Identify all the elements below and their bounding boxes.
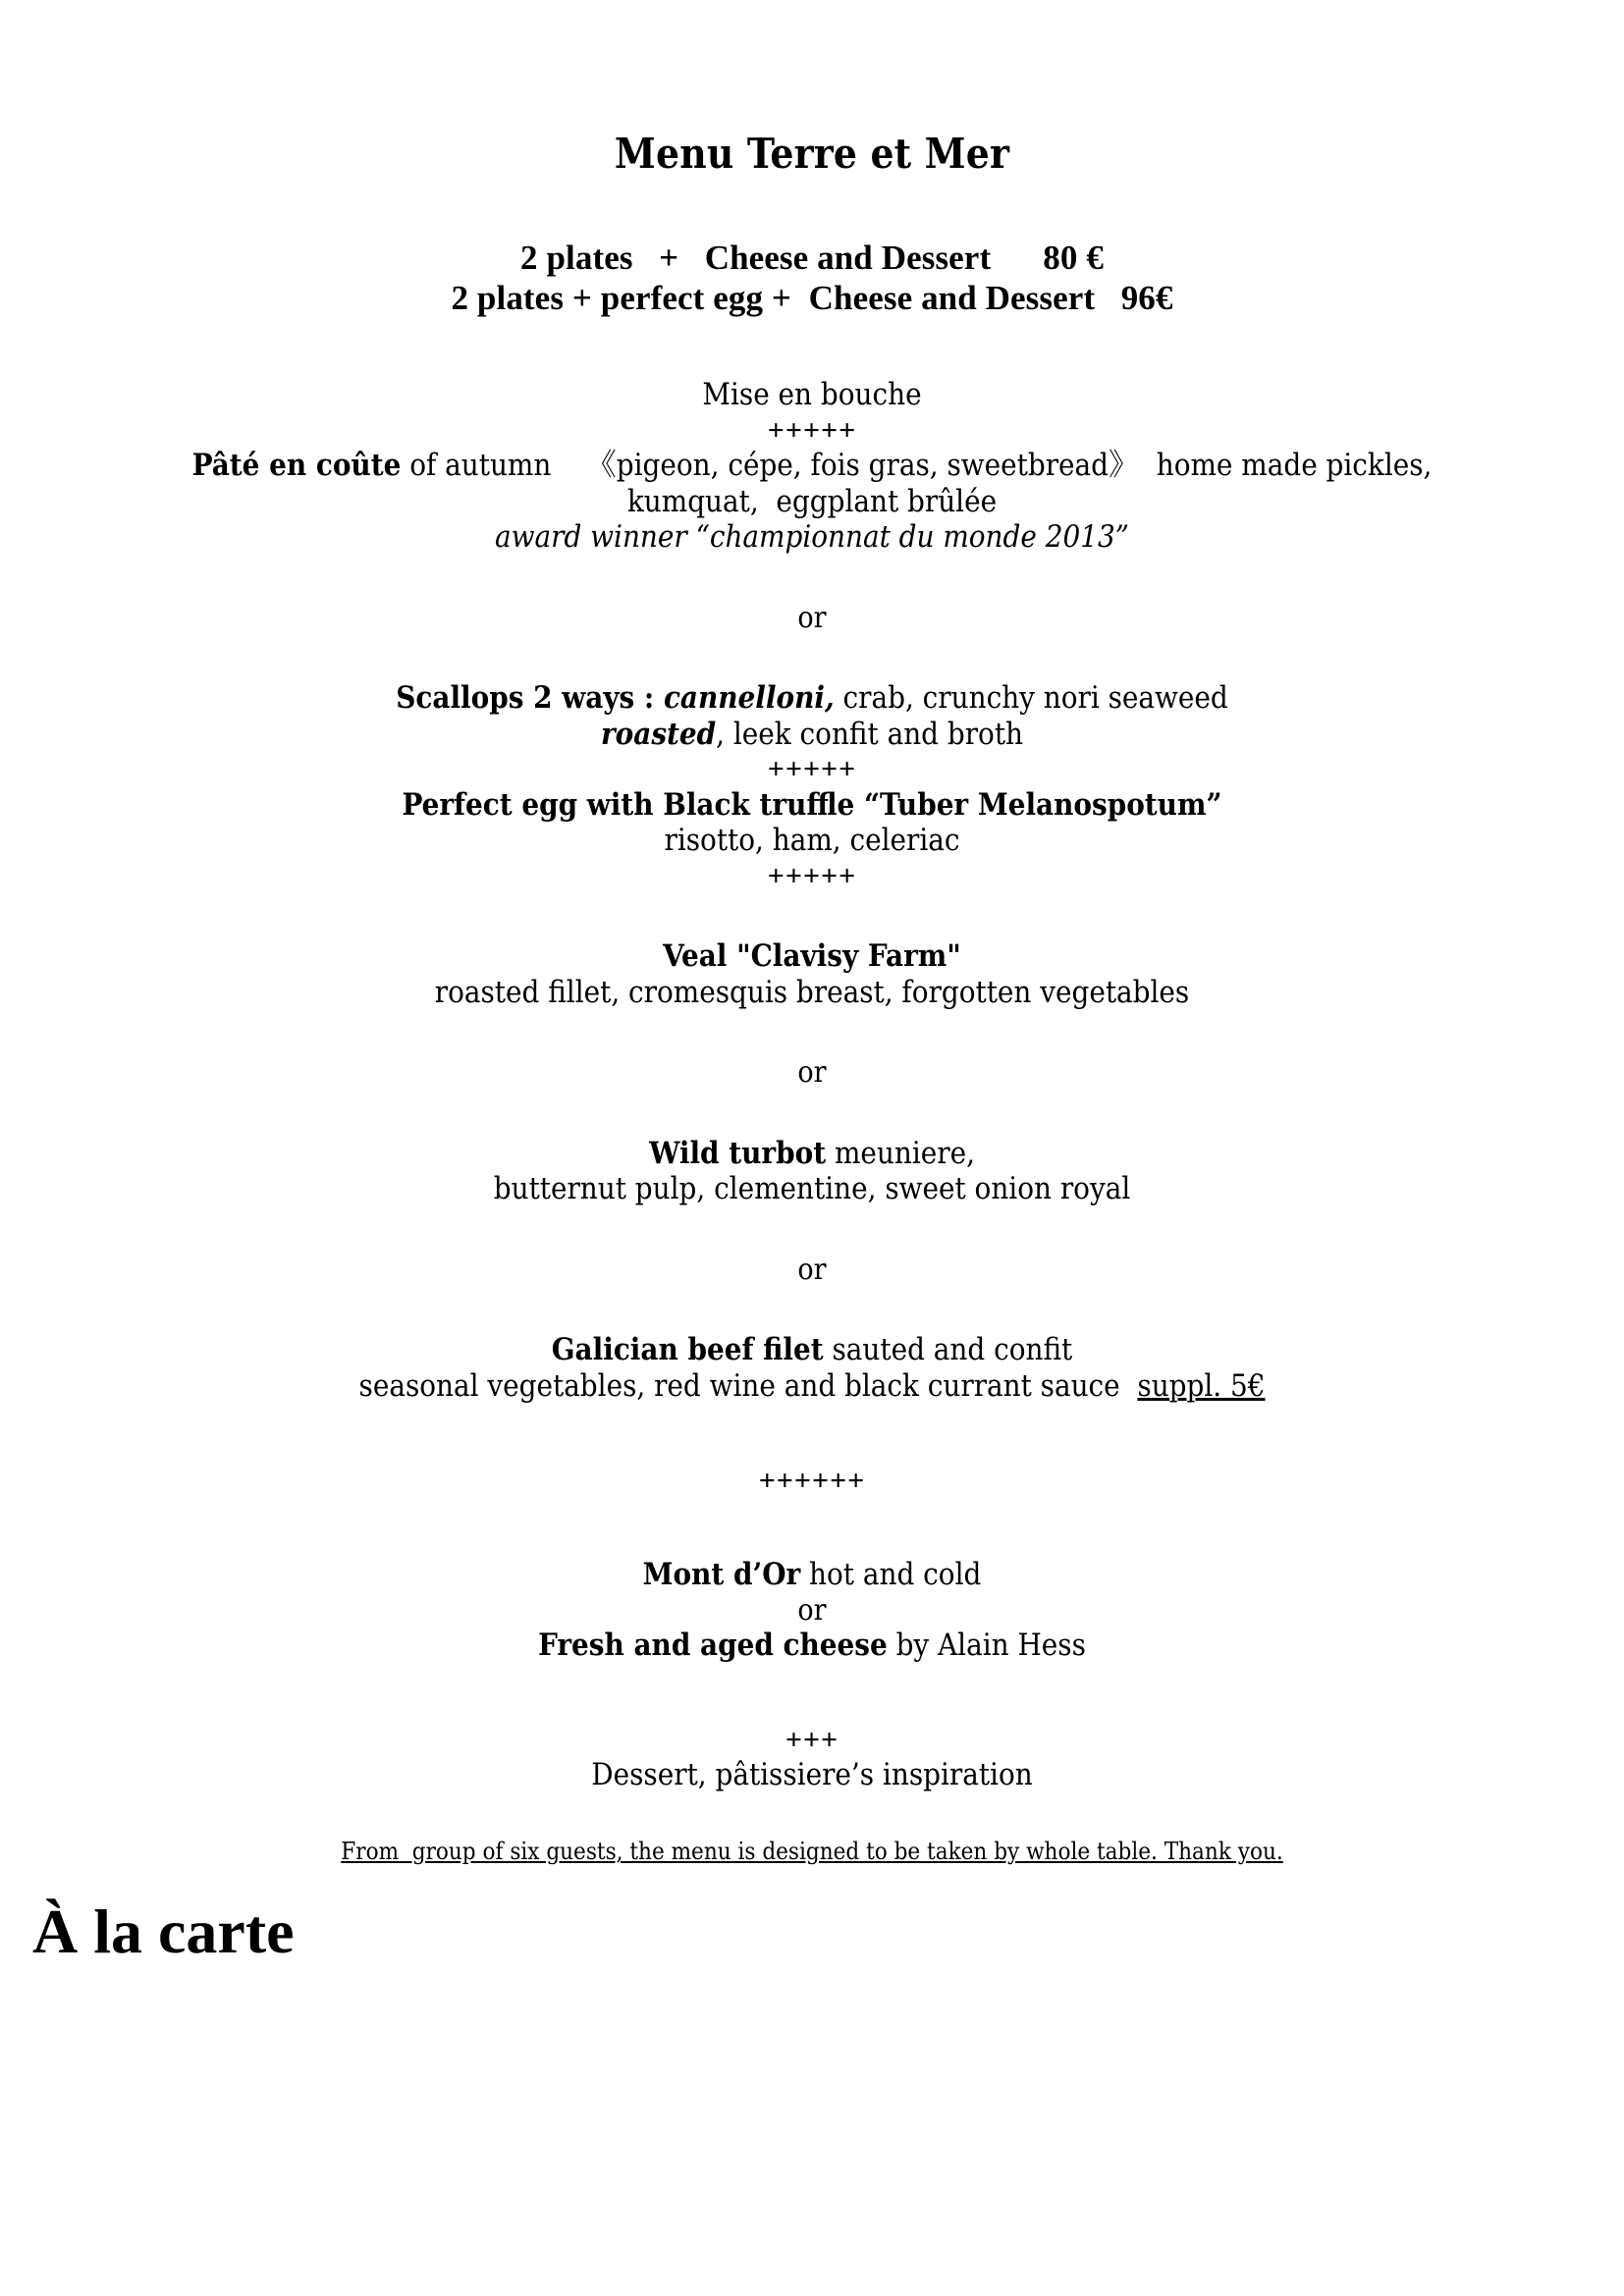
course-scallops-desc-2: , leek confit and broth — [716, 716, 1024, 752]
course-galician-beef — [0, 1332, 1624, 1404]
course-scallops — [0, 680, 1624, 752]
course-egg-desc: risotto, ham, celeriac — [664, 823, 960, 859]
section-heading-a-la-carte: À la carte — [32, 1896, 295, 1966]
course-turbot-line-1 — [0, 1136, 1624, 1172]
course-pate-award: award winner “championnat du monde 2013” — [495, 519, 1129, 556]
spacer — [0, 1792, 1624, 1838]
course-pate-desc-2: kumquat, eggplant brûlée — [626, 483, 998, 519]
separator-or-2: or — [797, 1055, 827, 1091]
spacer — [0, 1287, 1624, 1332]
course-cheese-mont-dor — [0, 1557, 1624, 1593]
course-beef-supplement: suppl. 5€ — [1137, 1368, 1266, 1404]
course-dessert: Dessert, pâtissiere’s inspiration — [591, 1756, 1033, 1792]
course-veal-name: Veal "Clavisy Farm" — [663, 938, 961, 975]
spacer — [0, 1207, 1624, 1253]
course-scallops-line-1 — [0, 680, 1624, 717]
separator-plus-6: ++++++ — [758, 1464, 866, 1497]
course-beef-desc: seasonal vegetables, red wine and black currant sauce — [358, 1368, 1138, 1404]
price-option-1: 2 plates + Cheese and Dessert 80 € — [520, 238, 1104, 277]
course-scallops-line-2 — [0, 717, 1624, 753]
table-policy-note: From group of six guests, the menu is designed to be taken by whole table. Thank you. — [341, 1838, 1283, 1866]
course-turbot-desc: butternut pulp, clementine, sweet onion royal — [493, 1171, 1131, 1207]
course-cheese-fresh-aged-suffix: by Alain Hess — [887, 1627, 1086, 1663]
course-beef-name-suffix: sauted and confit — [823, 1332, 1073, 1368]
spacer — [0, 1091, 1624, 1136]
spacer — [0, 1498, 1624, 1557]
course-amuse-bouche: Mise en bouche — [702, 377, 922, 413]
spacer — [0, 179, 1624, 238]
course-scallops-desc-1: crab, crunchy nori seaweed — [834, 680, 1228, 717]
course-cheese-mont-dor-name: Mont d’Or — [642, 1556, 801, 1592]
price-option-2: 2 plates + perfect egg + Cheese and Dessert 96€ — [451, 278, 1173, 317]
course-pate-en-coute — [0, 448, 1624, 556]
course-scallops-name: Scallops 2 ways : — [396, 680, 664, 717]
course-turbot-name-suffix: meuniere, — [826, 1135, 975, 1171]
course-pate-desc-1: of autumn 《pigeon, cépe, fois gras, sweetbread》 home made pickles, — [401, 448, 1433, 484]
spacer — [0, 1405, 1624, 1464]
separator-or-3: or — [797, 1253, 827, 1288]
course-turbot-name: Wild turbot — [649, 1135, 827, 1171]
course-beef-name: Galician beef filet — [551, 1332, 824, 1368]
course-veal-desc: roasted fillet, cromesquis breast, forgotten vegetables — [434, 974, 1190, 1010]
course-beef-line-1 — [0, 1332, 1624, 1368]
separator-plus-3: +++ — [785, 1723, 839, 1756]
course-beef-line-2 — [0, 1368, 1624, 1405]
separator-plus-5-c: +++++ — [767, 859, 857, 892]
course-cheese — [0, 1557, 1624, 1664]
spacer — [0, 318, 1624, 377]
spacer — [0, 1010, 1624, 1055]
course-veal — [0, 938, 1624, 1010]
separator-or-4: or — [797, 1592, 827, 1628]
course-pate-name: Pâté en coûte — [191, 448, 402, 484]
course-turbot — [0, 1136, 1624, 1207]
page-title: Menu Terre et Mer — [614, 130, 1010, 178]
course-pate-line-1 — [0, 448, 1624, 484]
spacer — [0, 893, 1624, 938]
course-scallops-style-2: roasted — [600, 716, 717, 752]
separator-or-1: or — [797, 600, 827, 635]
pricing-block — [0, 238, 1624, 319]
separator-plus-5-b: +++++ — [767, 753, 857, 786]
course-perfect-egg — [0, 787, 1624, 859]
spacer — [0, 1664, 1624, 1723]
spacer — [0, 556, 1624, 601]
course-scallops-style-1: cannelloni, — [663, 680, 835, 717]
spacer — [0, 635, 1624, 680]
spacer — [0, 1866, 1624, 1896]
course-cheese-fresh-aged — [0, 1628, 1624, 1664]
course-cheese-fresh-aged-name: Fresh and aged cheese — [538, 1627, 888, 1663]
course-cheese-mont-dor-suffix: hot and cold — [800, 1556, 982, 1592]
separator-plus-5: +++++ — [767, 413, 857, 447]
course-egg-name: Perfect egg with Black truffle “Tuber Melanospotum” — [402, 786, 1222, 823]
